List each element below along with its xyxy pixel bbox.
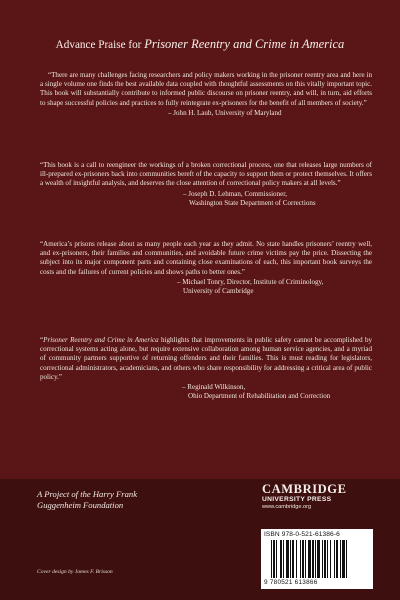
quote-laub	[40, 71, 372, 118]
attribution-line: – Michael Tonry, Director, Institute of Criminology,	[177, 277, 324, 286]
publisher-url: www.cambridge.org	[262, 504, 312, 510]
foundation-line: Guggenheim Foundation	[37, 500, 124, 510]
quote-attribution	[40, 383, 372, 401]
publisher-logo	[262, 483, 372, 511]
publisher-name: CAMBRIDGE	[262, 482, 347, 496]
praise-heading	[0, 37, 400, 52]
quote-wilkinson	[40, 336, 372, 401]
publisher-subtitle: UNIVERSITY PRESS	[262, 496, 332, 503]
cover-design-credit: Cover design by James F. Brisson	[37, 569, 113, 575]
attribution-line: – Reginald Wilkinson,	[182, 383, 246, 392]
quote-attribution	[40, 109, 372, 118]
quote-text: “There are many challenges facing researchers and policy makers working in the prisoner reentry area and here in a single volume one finds the best available data coupled with thoughtful assessments on this vitally important topic. This book will substantially contribute to informed public discourse on prisoner reentry, and will, in turn, aid efforts to shape successful policies and practices to fully reintegrate ex-prisoners for the benefit of all members of society.”	[40, 71, 372, 107]
attribution-line: University of Cambridge	[183, 287, 254, 296]
quote-text: “This book is a call to reengineer the workings of a broken correctional process, one that releases large numbers of ill-prepared ex-prisoners back into communities bereft of the capacity to support them or protect themselves. It offers a wealth of insightful analysis, and deserves the close attention of correctional policy makers at all levels.”	[40, 161, 372, 188]
attribution-line: – Joseph D. Lehman, Commissioner,	[183, 189, 288, 198]
quote-lehman	[40, 161, 372, 208]
attribution-line: Washington State Department of Corrections	[189, 198, 316, 207]
quote-text: “America’s prisons release about as many people each year as they admit. No state handles prisoners’ reentry well, and ex-prisoners, their families and communities, and avoidable future crime victims pay the price. Dissecting the subject into its major component parts and containing close examinations of each, this important book surveys the costs and the failures of current policies and shows paths to better ones.”	[40, 240, 372, 276]
isbn-label: ISBN 978-0-521-61386-6	[264, 531, 340, 538]
quote-attribution	[40, 190, 372, 208]
foundation-credit	[37, 489, 237, 511]
quote-tonry	[40, 240, 372, 296]
barcode-panel	[261, 529, 373, 589]
attribution-line: – John H. Laub, University of Maryland	[168, 108, 282, 117]
barcode-digits: 9 780521 613866	[264, 579, 318, 586]
barcode-image	[271, 540, 367, 578]
heading-prefix: Advance Praise for	[55, 39, 142, 51]
book-title-inline: Prisoner Reentry and Crime in America	[43, 336, 159, 344]
heading-book-title: Prisoner Reentry and Crime in America	[144, 37, 345, 51]
quote-body: highlights that improvements in public safety cannot be accomplished by correctional systems acting alone, but require extensive collaboration among human service agencies, and a myriad of community partners supportive of returning offenders and their families. This is must reading for legislators, correctional administrators, academicians, and others who share responsibility for addressing a critical area of public policy.”	[40, 336, 372, 381]
quote-text	[40, 336, 372, 382]
quote-attribution	[40, 278, 372, 296]
foundation-line: A Project of the Harry Frank	[37, 489, 138, 499]
open-quote: “	[40, 336, 44, 344]
attribution-line: Ohio Department of Rehabilitation and Correction	[188, 392, 331, 401]
